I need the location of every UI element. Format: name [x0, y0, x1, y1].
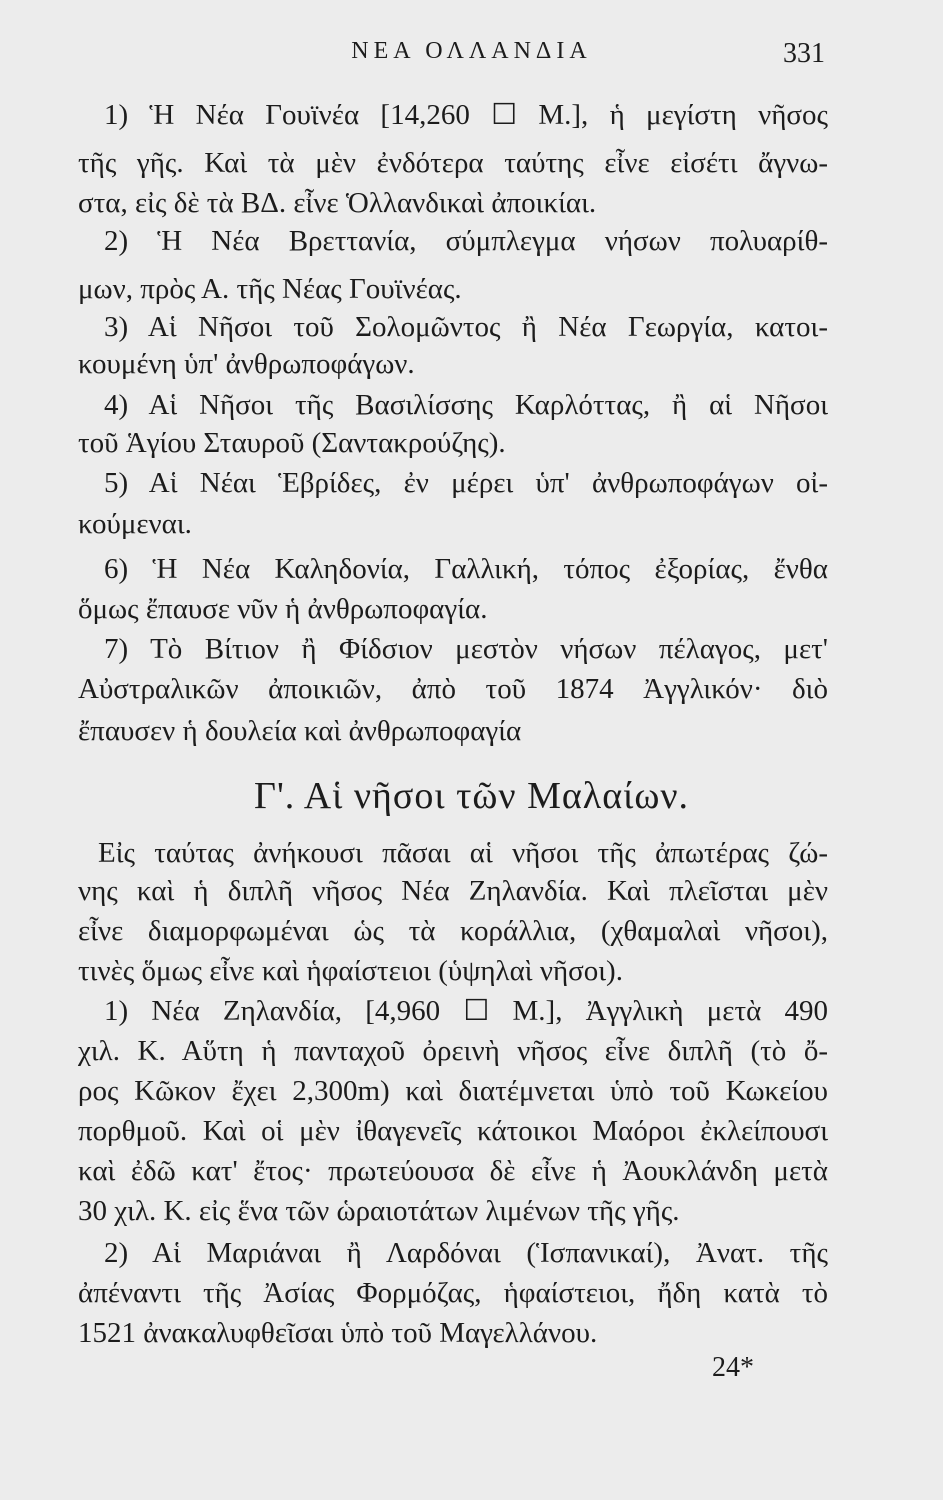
text-line: Αὐστραλικῶν ἀποικιῶν, ἀπὸ τοῦ 1874 Ἀγγλικόν· διὸ — [78, 673, 828, 705]
text-line: 6) Ἡ Νέα Καληδονία, Γαλλική, τόπος ἐξορίας, ἔνθα — [104, 553, 828, 585]
text-line: νης καὶ ἡ διπλῆ νῆσος Νέα Ζηλανδία. Καὶ πλεῖσται μὲν — [78, 875, 828, 907]
text-line: 1) Νέα Ζηλανδία, [4,960 ☐ Μ.], Ἀγγλικὴ μετὰ 490 — [104, 995, 828, 1027]
text-line: 5) Αἱ Νέαι Ἑβρίδες, ἐν μέρει ὑπ' ἀνθρωποφάγων οἰ- — [104, 467, 828, 499]
running-title: ΝΕΑ ΟΛΛΑΝΔΙΑ — [351, 38, 592, 64]
text-line: κούμεναι. — [78, 508, 192, 540]
text-line: τοῦ Ἁγίου Σταυροῦ (Σαντακρούζης). — [78, 427, 506, 459]
text-line: 1) Ἡ Νέα Γουϊνέα [14,260 ☐ Μ.], ἡ μεγίστη νῆσος — [104, 99, 828, 131]
text-line: μων, πρὸς Α. τῆς Νέας Γουϊνέας. — [78, 273, 462, 305]
text-line: χιλ. Κ. Αὕτη ἡ πανταχοῦ ὀρεινὴ νῆσος εἶνε διπλῆ (τὸ ὄ- — [78, 1035, 828, 1067]
text-line: 1521 ἀνακαλυφθεῖσαι ὑπὸ τοῦ Μαγελλάνου. — [78, 1317, 598, 1349]
text-line: Εἰς ταύτας ἀνήκουσι πᾶσαι αἱ νῆσοι τῆς ἀπωτέρας ζώ- — [98, 837, 828, 869]
text-line: ὅμως ἔπαυσε νῦν ἡ ἀνθρωποφαγία. — [78, 593, 488, 625]
text-line: 30 χιλ. Κ. εἰς ἕνα τῶν ὡραιοτάτων λιμένων τῆς γῆς. — [78, 1195, 680, 1227]
page-header — [0, 38, 943, 78]
text-line: τῆς γῆς. Καὶ τὰ μὲν ἐνδότερα ταύτης εἶνε εἰσέτι ἄγνω- — [78, 147, 828, 179]
text-line: καὶ ἐδῶ κατ' ἔτος· πρωτεύουσα δὲ εἶνε ἡ Ἀουκλάνδη μετὰ — [78, 1155, 828, 1187]
text-line: 7) Τὸ Βίτιον ἢ Φίδσιον μεστὸν νήσων πέλαγος, μετ' — [104, 633, 828, 665]
text-line: ἔπαυσεν ἡ δουλεία καὶ ἀνθρωποφαγία — [78, 715, 522, 747]
text-line: κουμένη ὑπ' ἀνθρωποφάγων. — [78, 348, 415, 380]
text-line: στα, εἰς δὲ τὰ ΒΔ. εἶνε Ὁλλανδικαὶ ἀποικίαι. — [78, 187, 597, 219]
text-line: 4) Αἱ Νῆσοι τῆς Βασιλίσσης Καρλόττας, ἢ αἱ Νῆσοι — [104, 389, 828, 421]
text-line: τινὲς ὅμως εἶνε καὶ ἡφαίστειοι (ὑψηλαὶ νῆσοι). — [78, 955, 623, 987]
text-line: 2) Αἱ Μαριάναι ἢ Λαρδόναι (Ἱσπανικαί), Ἀνατ. τῆς — [104, 1237, 828, 1269]
text-line: ἀπέναντι τῆς Ἀσίας Φορμόζας, ἡφαίστειοι, ἤδη κατὰ τὸ — [78, 1277, 828, 1309]
page-number: 331 — [783, 38, 825, 69]
section-heading: Γ'. Αἱ νῆσοι τῶν Μαλαίων. — [253, 775, 690, 817]
text-line: ρος Κῶκον ἔχει 2,300m) καὶ διατέμνεται ὑπὸ τοῦ Κωκείου — [78, 1075, 828, 1107]
text-line: εἶνε διαμορφωμέναι ὡς τὰ κοράλλια, (χθαμαλαὶ νῆσοι), — [78, 915, 828, 947]
text-line: 2) Ἡ Νέα Βρεττανία, σύμπλεγμα νήσων πολυαρίθ- — [104, 225, 828, 257]
signature-mark: 24* — [712, 1352, 754, 1383]
text-line: πορθμοῦ. Καὶ οἱ μὲν ἰθαγενεῖς κάτοικοι Μαόροι ἐκλείπουσι — [78, 1115, 828, 1147]
text-line: 3) Αἱ Νῆσοι τοῦ Σολομῶντος ἢ Νέα Γεωργία, κατοι- — [104, 311, 828, 343]
